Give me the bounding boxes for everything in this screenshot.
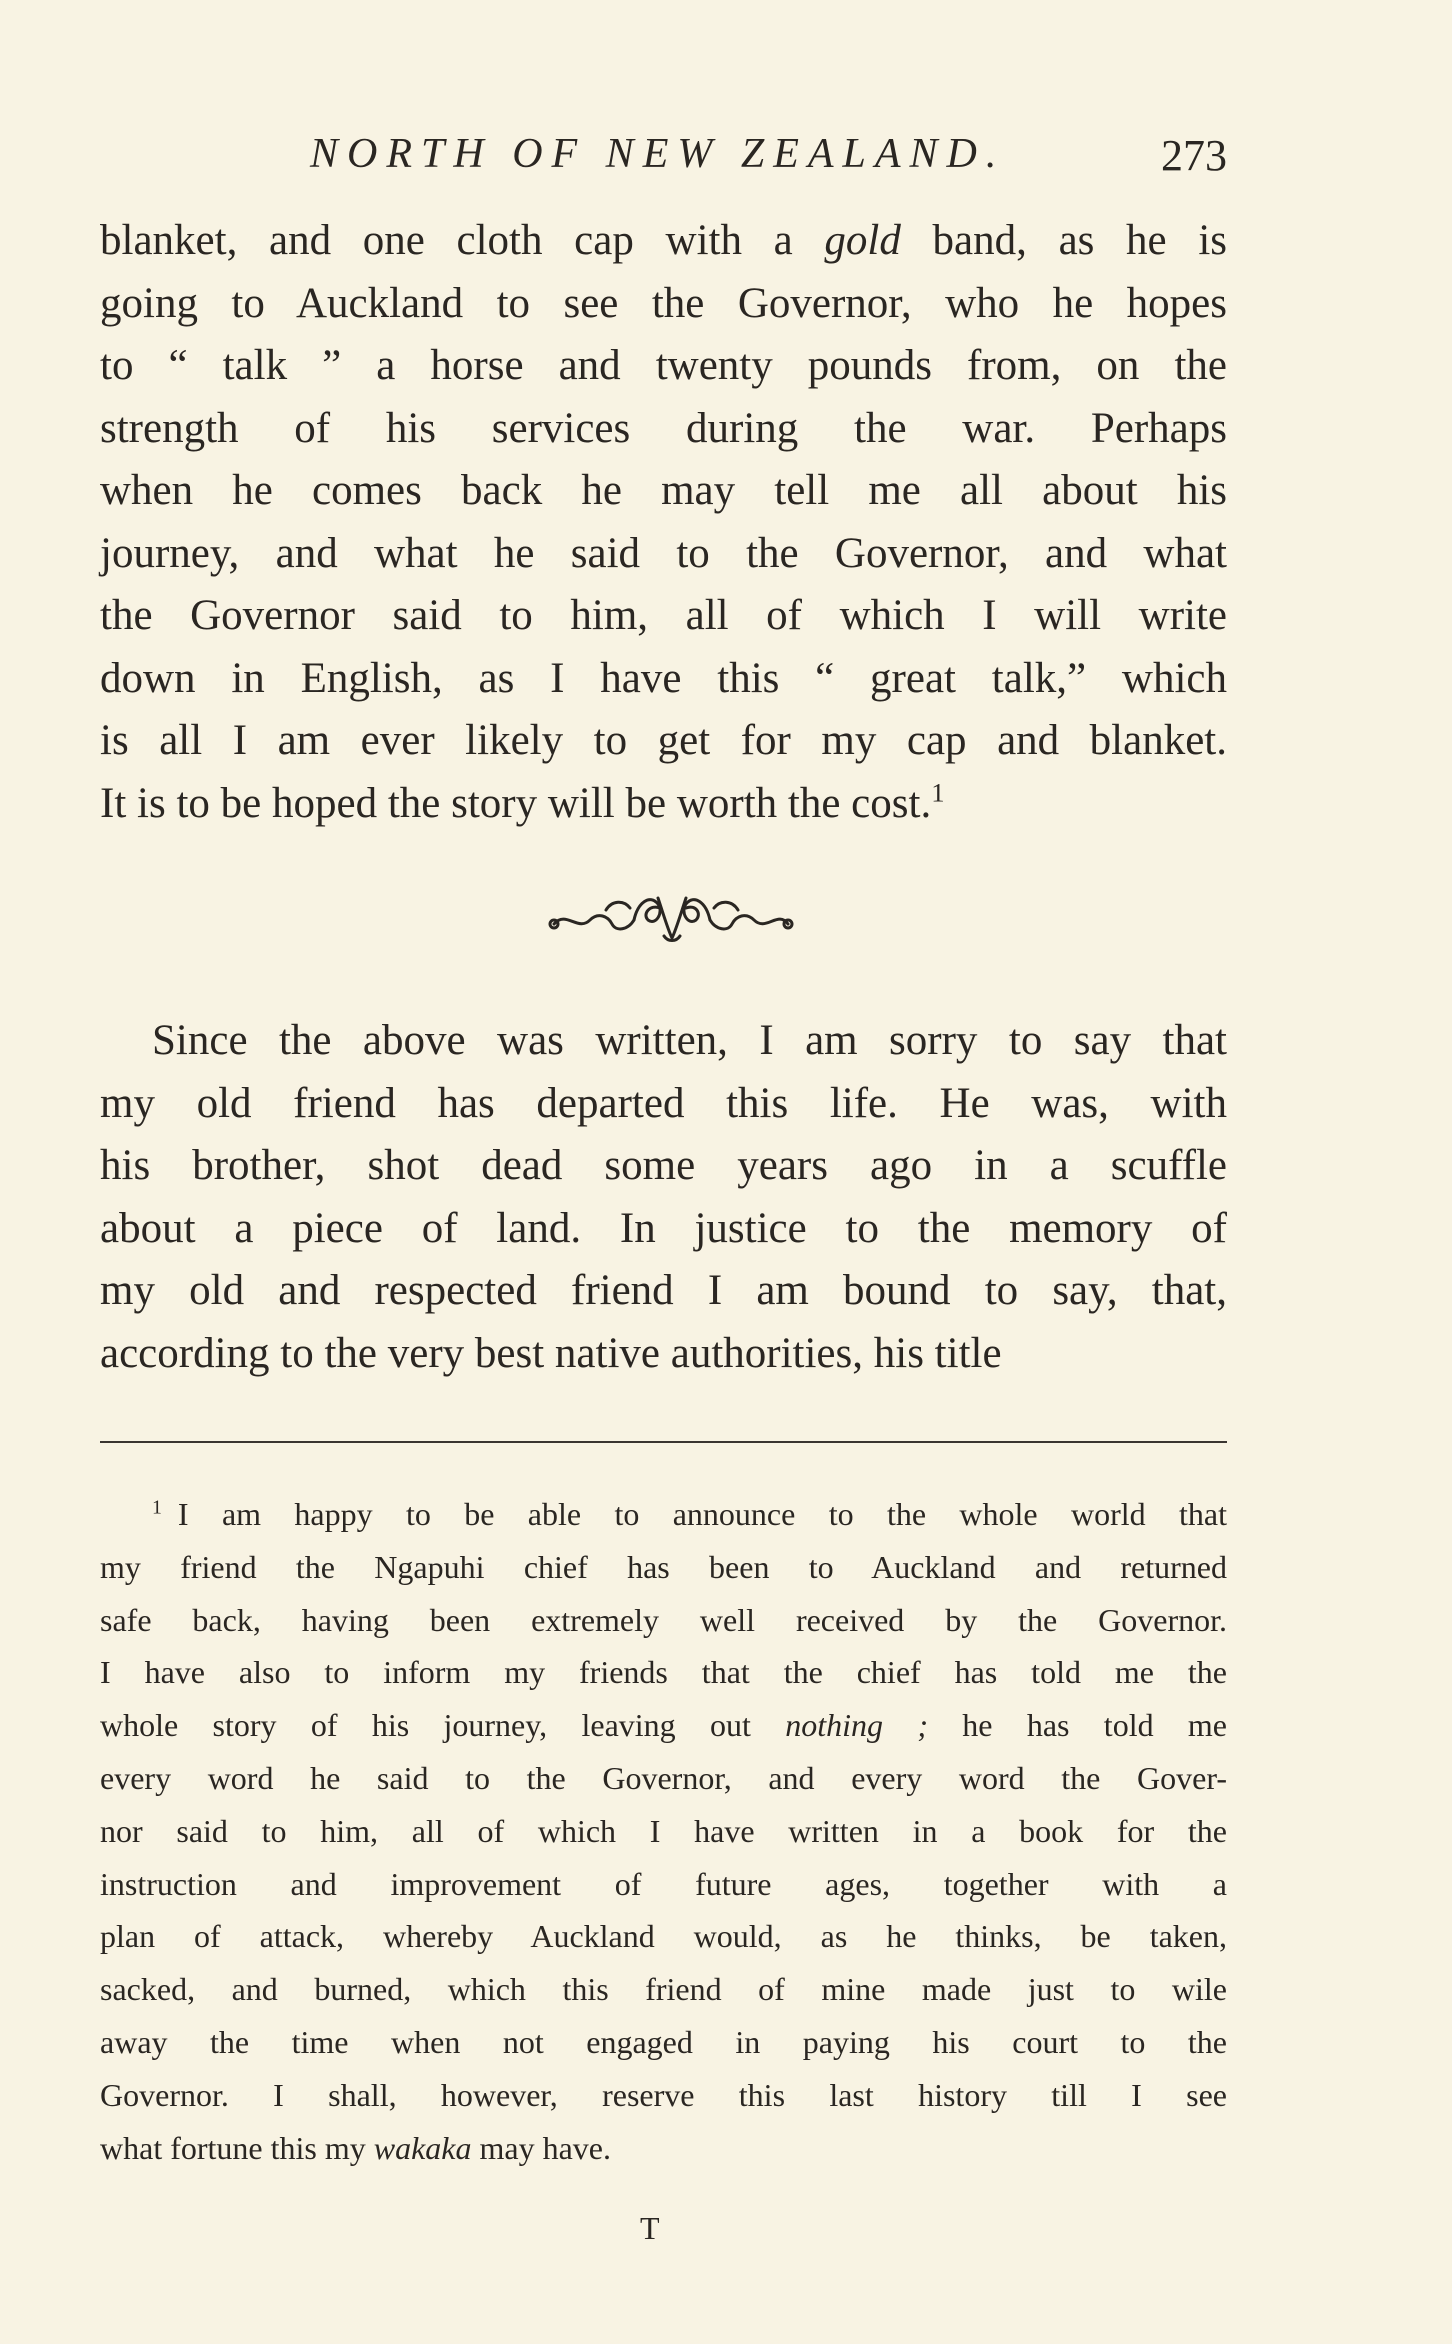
text-line bbox=[100, 460, 1227, 523]
line-text: my old and respected friend I am bound to say, that, bbox=[100, 1267, 1227, 1314]
footnote-line bbox=[100, 2122, 1227, 2175]
line-text: my old friend has departed this life. He was, with bbox=[100, 1079, 1227, 1127]
line-text: Since the above was written, I am sorry to say that bbox=[152, 1017, 1227, 1064]
line-text: strength of his services during the war. Perhaps bbox=[100, 404, 1227, 452]
line-text: plan of attack, whereby Auckland would, as he thinks, be taken, bbox=[100, 1918, 1227, 1955]
line-text: journey, and what he said to the Governor, and what bbox=[100, 529, 1227, 577]
line-text: down in English, as I have this “ great talk,” which bbox=[100, 654, 1227, 702]
line-text: I am happy to be able to announce to the whole world that bbox=[177, 1496, 1227, 1532]
text-line bbox=[100, 335, 1227, 398]
footnote-line bbox=[100, 1488, 1227, 1541]
line-text: It is to be hoped the story will be worth the cost. bbox=[100, 779, 932, 827]
italic-text: wakaka bbox=[373, 2129, 472, 2166]
paragraph-2 bbox=[100, 1010, 1227, 1385]
line-text: when he comes back he may tell me all about his bbox=[100, 467, 1227, 514]
line-text: to “ talk ” a horse and twenty pounds from, on the bbox=[100, 342, 1227, 389]
running-head bbox=[100, 130, 1227, 190]
text-line bbox=[100, 210, 1227, 273]
footnote-line bbox=[100, 1910, 1227, 1963]
line-text: the Governor said to him, all of which I will write bbox=[100, 592, 1227, 639]
footnote-marker: 1 bbox=[152, 1496, 162, 1519]
footnote-line bbox=[100, 1963, 1227, 2016]
line-text: according to the very best native authorities, his title bbox=[100, 1329, 1002, 1377]
line-text: about a piece of land. In justice to the memory of bbox=[100, 1204, 1227, 1252]
line-text: I have also to inform my friends that the chief has told me the bbox=[100, 1654, 1227, 1691]
line-text: my friend the Ngapuhi chief has been to Auckland and returned bbox=[100, 1548, 1227, 1585]
text-line bbox=[100, 585, 1227, 648]
text-line bbox=[100, 1135, 1227, 1198]
line-text: safe back, having been extremely well received by the Governor. bbox=[100, 1601, 1227, 1638]
line-text: nor said to him, all of which I have written in a book for the bbox=[100, 1812, 1227, 1849]
footnote-reference: 1 bbox=[931, 777, 945, 808]
line-text: going to Auckland to see the Governor, who he hopes bbox=[100, 279, 1227, 327]
text-line bbox=[100, 710, 1227, 773]
running-title: NORTH OF NEW ZEALAND. bbox=[310, 131, 1006, 177]
footnote-line bbox=[100, 2016, 1227, 2069]
footnote-line bbox=[100, 2069, 1227, 2122]
text-line bbox=[100, 1323, 1227, 1386]
line-text: what fortune this my bbox=[100, 2129, 374, 2166]
footnote-line bbox=[100, 1752, 1227, 1805]
italic-text: nothing ; bbox=[785, 1707, 928, 1744]
line-text: away the time when not engaged in paying his court to the bbox=[100, 2023, 1227, 2060]
footnote bbox=[100, 1488, 1227, 2174]
text-line bbox=[100, 273, 1227, 336]
italic-text: gold bbox=[824, 217, 901, 264]
footnote-line bbox=[100, 1858, 1227, 1911]
footnote-rule bbox=[100, 1441, 1227, 1443]
text-line bbox=[100, 648, 1227, 711]
line-text: may have. bbox=[471, 2129, 611, 2166]
text-line bbox=[100, 523, 1227, 586]
text-line bbox=[100, 1260, 1227, 1323]
footnote-line bbox=[100, 1646, 1227, 1699]
line-text: his brother, shot dead some years ago in a scuffle bbox=[100, 1142, 1227, 1189]
line-text: blanket, and one cloth cap with a bbox=[100, 217, 825, 264]
line-text: Governor. I shall, however, reserve this last history till I see bbox=[100, 2076, 1227, 2113]
signature-mark: T bbox=[640, 2210, 660, 2246]
text-line bbox=[100, 1073, 1227, 1136]
line-text: instruction and improvement of future ages, together with a bbox=[100, 1865, 1227, 1902]
line-text: every word he said to the Governor, and every word the Gover- bbox=[100, 1759, 1227, 1796]
footnote-line bbox=[100, 1805, 1227, 1858]
text-line bbox=[100, 398, 1227, 461]
footnote-line bbox=[100, 1541, 1227, 1594]
line-text: band, as he is bbox=[900, 217, 1228, 264]
text-line bbox=[100, 1198, 1227, 1261]
paragraph-1 bbox=[100, 210, 1227, 835]
text-line bbox=[100, 1010, 1227, 1073]
footnote-line bbox=[100, 1699, 1227, 1752]
fleuron-ornament-icon bbox=[546, 880, 796, 950]
text-line bbox=[100, 773, 1227, 836]
line-text: whole story of his journey, leaving out bbox=[100, 1707, 786, 1744]
footnote-line bbox=[100, 1594, 1227, 1647]
line-text: is all I am ever likely to get for my cap and blanket. bbox=[100, 717, 1227, 764]
page-number: 273 bbox=[1161, 131, 1227, 180]
line-text: sacked, and burned, which this friend of mine made just to wile bbox=[100, 1971, 1227, 2008]
line-text: he has told me bbox=[927, 1707, 1228, 1744]
